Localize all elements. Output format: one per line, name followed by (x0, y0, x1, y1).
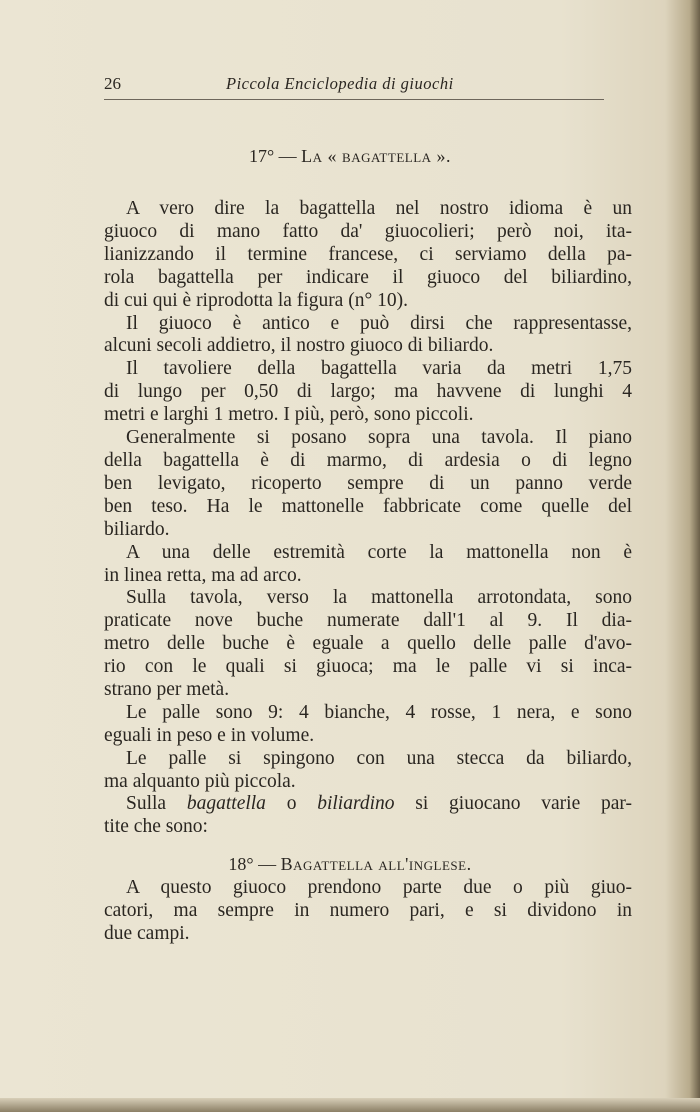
text-line: Sulla tavola, verso la mattonella arrotondata, sono (126, 587, 632, 609)
text-line: rola bagattella per indicare il giuoco del biliardino, (104, 266, 632, 288)
text-line: Le palle sono 9: 4 bianche, 4 rosse, 1 nera, e sono (126, 701, 632, 723)
text-line: ma alquanto più piccola. (104, 770, 296, 792)
section-title: Bagattella all'inglese. (280, 854, 472, 874)
section-number: 18° — (228, 854, 277, 874)
section-18-heading (0, 854, 700, 875)
text-line: praticate nove buche numerate dall'1 al 9. Il dia- (104, 610, 632, 632)
text-line: Generalmente si posano sopra una tavola. Il piano (126, 427, 632, 449)
section-17-body (104, 198, 632, 794)
text-line: della bagattella è di marmo, di ardesia o di legno (104, 449, 632, 471)
running-head (104, 74, 604, 96)
text-line: ben levigato, ricoperto sempre di un panno verde (104, 472, 632, 494)
text-line: A una delle estremità corte la mattonella non è (126, 541, 632, 563)
text-line: rio con le quali si giuoca; ma le palle vi si inca- (104, 656, 632, 678)
text-line: A vero dire la bagattella nel nostro idioma è un (126, 198, 632, 219)
text-line: di cui qui è riprodotta la figura (n° 10). (104, 289, 409, 311)
text-line: tite che sono: (104, 815, 208, 837)
text-line: Le palle si spingono con una stecca da biliardo, (126, 747, 632, 769)
section-17-closing (104, 793, 632, 839)
text-line: A questo giuoco prendono parte due o più giuo- (126, 877, 632, 898)
section-number: 17° — (248, 146, 297, 166)
text-line: ben teso. Ha le mattonelle fabbricate come quelle del (104, 495, 632, 517)
text-line: in linea retta, ma ad arco. (104, 564, 302, 586)
text-line: di lungo per 0,50 di largo; ma havvene di lunghi 4 (104, 381, 632, 403)
text-line: metri e larghi 1 metro. I più, però, sono piccoli. (104, 404, 474, 426)
page-number: 26 (104, 74, 121, 93)
section-18-body (104, 877, 632, 946)
running-title: Piccola Enciclopedia di giuochi (226, 74, 454, 93)
header-rule (104, 99, 604, 100)
text-line: Sulla bagattella o biliardino si giuocano varie par- (126, 793, 633, 814)
text-line: metro delle buche è eguale a quello delle palle d'avo- (104, 633, 632, 655)
page-edge (0, 1098, 700, 1112)
text-line: Il giuoco è antico e può dirsi che rappresentasse, (126, 312, 632, 334)
text-line: lianizzando il termine francese, ci serviamo della pa- (104, 243, 632, 265)
text-line: catori, ma sempre in numero pari, e si dividono in (104, 899, 632, 921)
text-line: eguali in peso e in volume. (104, 724, 315, 746)
section-17-heading (0, 146, 700, 167)
text-line: due campi. (104, 922, 190, 944)
text-line: biliardo. (104, 518, 170, 540)
section-title: La « bagattella ». (301, 146, 452, 166)
text-line: giuoco di mano fatto da' giuocolieri; però noi, ita- (104, 220, 632, 242)
text-line: strano per metà. (104, 679, 230, 701)
text-line: Il tavoliere della bagattella varia da metri 1,75 (126, 358, 632, 380)
text-line: alcuni secoli addietro, il nostro giuoco di biliardo. (104, 335, 494, 357)
